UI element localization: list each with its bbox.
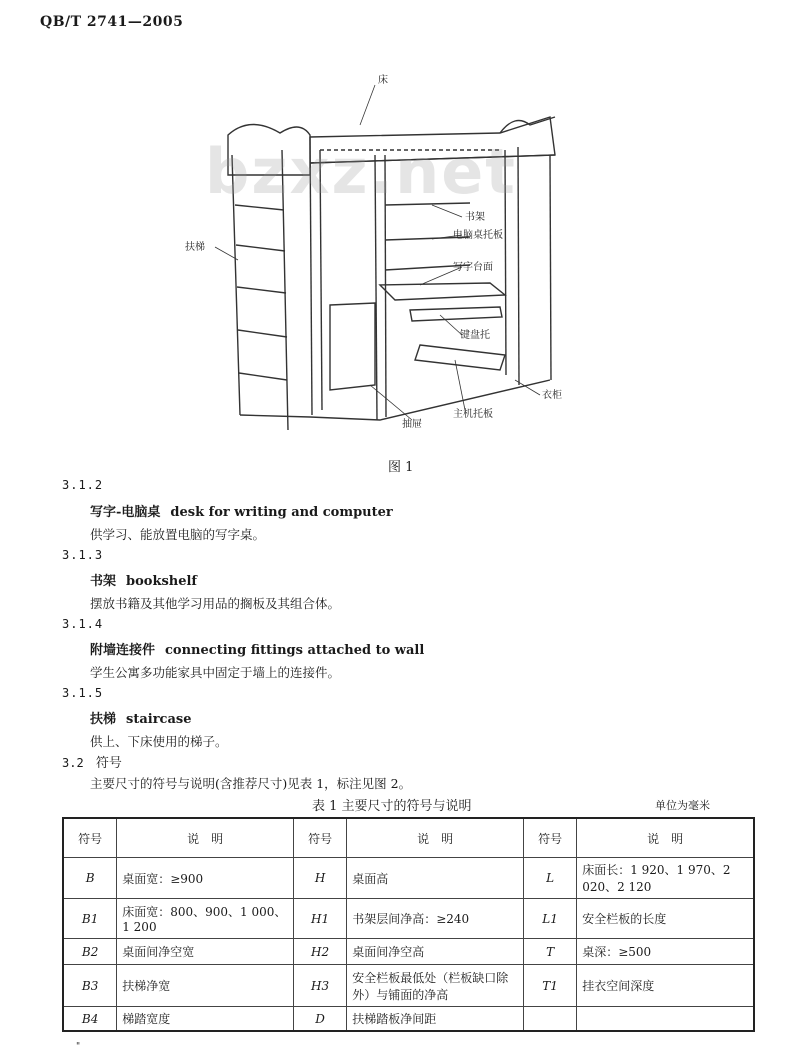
term-en: staircase xyxy=(126,712,192,727)
term-heading xyxy=(90,501,393,520)
header-cell: 符号 xyxy=(63,818,117,858)
term-heading xyxy=(90,570,197,589)
description-cell: 书架层间净高：≥240 xyxy=(347,899,524,939)
callout-keyboard-shelf: 键盘托 xyxy=(460,330,490,341)
term-definition: 摆放书籍及其他学习用品的搁板及其组合体。 xyxy=(90,596,341,611)
symbols-intro: 主要尺寸的符号与说明(含推荐尺寸)见表 1，标注见图 2。 xyxy=(90,776,412,791)
term-cn: 附墙连接件 xyxy=(90,643,156,658)
table-unit: 单位为毫米 xyxy=(655,799,710,812)
table-row xyxy=(63,858,754,899)
description-cell: 桌面间净空高 xyxy=(347,939,524,965)
drawer-box xyxy=(330,303,375,390)
symbol-cell: D xyxy=(293,1007,346,1032)
callout-wardrobe: 衣柜 xyxy=(542,390,562,401)
table-row xyxy=(63,965,754,1007)
watermark-text: bzxz.net xyxy=(205,135,517,208)
table-row xyxy=(63,899,754,939)
clause-number: 3.1.3 xyxy=(62,548,104,562)
symbol-cell: H3 xyxy=(293,965,346,1007)
description-cell xyxy=(577,1007,754,1032)
description-cell: 床面宽：800、900、1 000、1 200 xyxy=(117,899,294,939)
term-cn: 扶梯 xyxy=(90,712,117,727)
symbols-table xyxy=(62,817,755,1032)
table-row xyxy=(63,1007,754,1032)
standard-number: QB/T 2741—2005 xyxy=(40,14,184,30)
description-cell: 扶梯净宽 xyxy=(117,965,294,1007)
callout-writing-desk: 写字台面 xyxy=(453,262,493,273)
table-header-row xyxy=(63,818,754,858)
symbol-cell: L xyxy=(523,858,576,899)
footnote-mark: " xyxy=(76,1042,81,1052)
section-heading xyxy=(62,752,122,771)
figure-caption: 图 1 xyxy=(388,460,414,475)
term-heading xyxy=(90,708,191,727)
term-heading xyxy=(90,639,424,658)
term-cn: 书架 xyxy=(90,574,117,589)
desk-top xyxy=(380,283,505,300)
term-definition: 学生公寓多功能家具中固定于墙上的连接件。 xyxy=(90,665,341,680)
header-cell: 说 明 xyxy=(577,818,754,858)
term-cn: 写字-电脑桌 xyxy=(90,505,161,520)
callout-host-tray: 主机托板 xyxy=(453,409,493,420)
callout-bed: 床 xyxy=(378,75,388,86)
table-row xyxy=(63,939,754,965)
clause-number: 3.1.4 xyxy=(62,617,104,631)
symbol-cell: H xyxy=(293,858,346,899)
description-cell: 扶梯踏板净间距 xyxy=(347,1007,524,1032)
symbol-cell: B1 xyxy=(63,899,117,939)
host-tray xyxy=(415,345,505,370)
symbol-cell: H2 xyxy=(293,939,346,965)
clause-number: 3.1.2 xyxy=(62,478,104,492)
symbol-cell: H1 xyxy=(293,899,346,939)
term-en: desk for writing and computer xyxy=(170,505,393,520)
description-cell: 桌面间净空宽 xyxy=(117,939,294,965)
description-cell: 安全栏板的长度 xyxy=(577,899,754,939)
description-cell: 桌深：≥500 xyxy=(577,939,754,965)
loft-bed-figure xyxy=(170,55,640,455)
header-cell: 说 明 xyxy=(117,818,294,858)
symbol-cell: B3 xyxy=(63,965,117,1007)
symbol-cell: B4 xyxy=(63,1007,117,1032)
keyboard-shelf xyxy=(410,307,502,321)
description-cell: 桌面高 xyxy=(347,858,524,899)
description-cell: 挂衣空间深度 xyxy=(577,965,754,1007)
clause-number: 3.1.5 xyxy=(62,686,104,700)
header-cell: 符号 xyxy=(523,818,576,858)
description-cell: 梯踏宽度 xyxy=(117,1007,294,1032)
callout-bookshelf: 书架 xyxy=(465,212,485,223)
symbol-cell: T xyxy=(523,939,576,965)
clause-number: 3.2 xyxy=(62,756,84,770)
term-en: bookshelf xyxy=(126,574,198,589)
header-cell: 说 明 xyxy=(347,818,524,858)
callout-drawer: 抽屉 xyxy=(402,419,422,430)
symbol-cell: B2 xyxy=(63,939,117,965)
symbol-cell: B xyxy=(63,858,117,899)
symbol-cell xyxy=(523,1007,576,1032)
term-definition: 供上、下床使用的梯子。 xyxy=(90,734,228,749)
section-title: 符号 xyxy=(95,756,122,771)
header-cell: 符号 xyxy=(293,818,346,858)
term-en: connecting fittings attached to wall xyxy=(165,643,425,658)
symbol-cell: L1 xyxy=(523,899,576,939)
description-cell: 安全栏板最低处（栏板缺口除外）与铺面的净高 xyxy=(347,965,524,1007)
symbol-cell: T1 xyxy=(523,965,576,1007)
term-definition: 供学习、能放置电脑的写字桌。 xyxy=(90,527,266,542)
callout-computer-stand: 电脑桌托板 xyxy=(453,230,503,241)
table-title: 表 1 主要尺寸的符号与说明 xyxy=(312,799,472,814)
description-cell: 桌面宽：≥900 xyxy=(117,858,294,899)
callout-ladder: 扶梯 xyxy=(185,242,205,253)
description-cell: 床面长：1 920、1 970、2 020、2 120 xyxy=(577,858,754,899)
